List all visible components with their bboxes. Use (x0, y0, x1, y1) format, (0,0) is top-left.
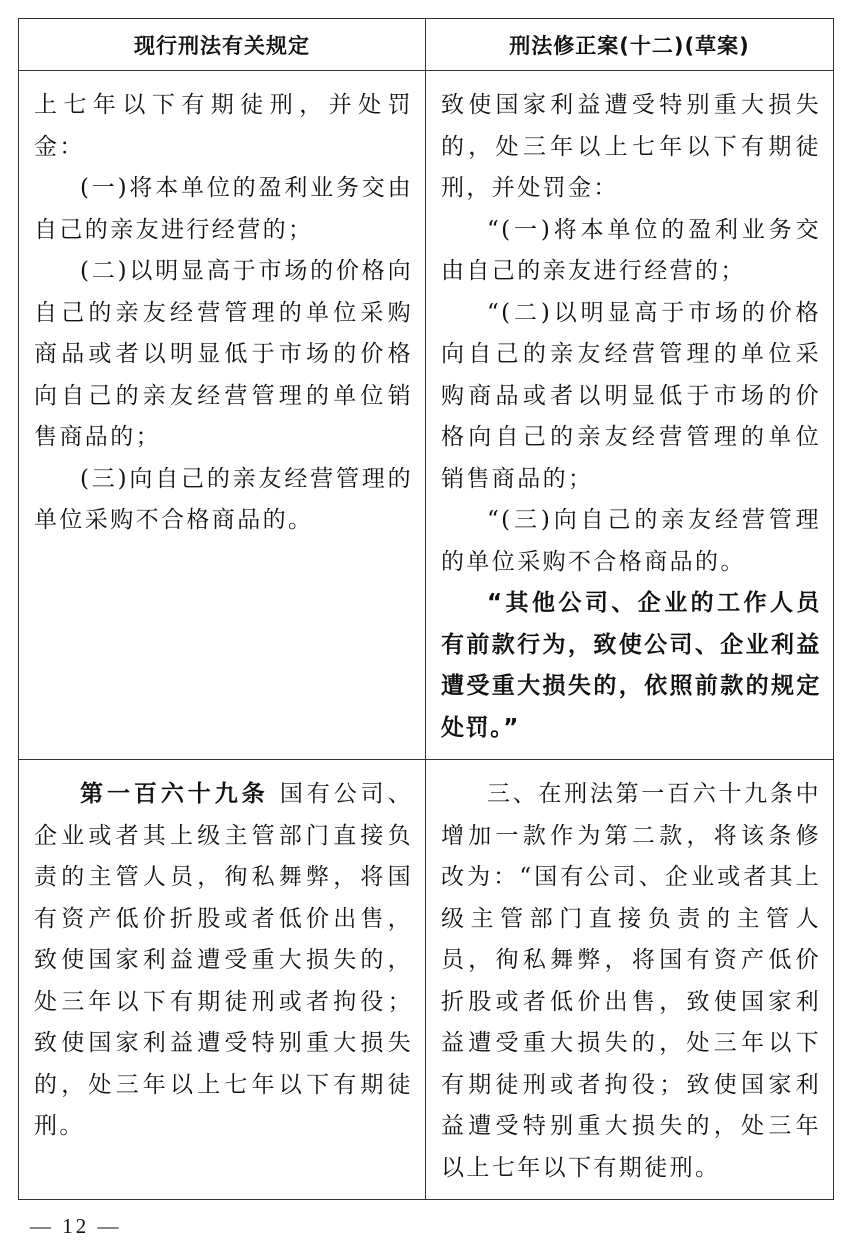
article-169-paragraph (34, 774, 413, 1148)
current-law-cell-2 (19, 760, 426, 1200)
current-law-paragraph: 上七年以下有期徒刑，并处罚金： (34, 92, 413, 160)
current-law-cell-1 (19, 71, 426, 760)
article-169-heading: 第一百六十九条 (80, 781, 269, 807)
amendment-new-clause: “其他公司、企业的工作人员有前款行为，致使公司、企业利益遭受重大损失的，依照前款的规定处罚。” (441, 590, 821, 741)
current-law-item-1: (一)将本单位的盈利业务交由自己的亲友进行经营的； (34, 175, 413, 243)
page-number: — 12 — (30, 1214, 122, 1238)
amendment-cell-2 (426, 760, 834, 1200)
amendment-item-1: “(一)将本单位的盈利业务交由自己的亲友进行经营的； (441, 216, 821, 284)
amendment-article-169: 三、在刑法第一百六十九条中增加一款作为第二款，将该条修改为：“国有公司、企业或者其上级主管部门直接负责的主管人员，徇私舞弊，将国有资产低价折股或者低价出售，致使国家利益遭受重大损失的，处三年以下有期徒刑或者拘役；致使国家利益遭受特别重大损失的，处三年以上七年以下有期徒刑。 (441, 781, 821, 1181)
comparison-table (18, 18, 834, 1200)
article-169-text: 国有公司、企业或者其上级主管部门直接负责的主管人员，徇私舞弊，将国有资产低价折股或者低价出售，致使国家利益遭受重大损失的，处三年以下有期徒刑或者拘役；致使国家利益遭受特别重大损失的，处三年以上七年以下有期徒刑。 (34, 781, 413, 1139)
amendment-item-2: “(二)以明显高于市场的价格向自己的亲友经营管理的单位采购商品或者以明显低于市场的价格向自己的亲友经营管理的单位销售商品的； (441, 299, 821, 492)
header-current-law: 现行刑法有关规定 (19, 19, 426, 71)
amendment-item-3: “(三)向自己的亲友经营管理的单位采购不合格商品的。 (441, 507, 821, 575)
amendment-cell-1 (426, 71, 834, 760)
current-law-item-2: (二)以明显高于市场的价格向自己的亲友经营管理的单位采购商品或者以明显低于市场的价格向自己的亲友经营管理的单位销售商品的； (34, 258, 413, 450)
amendment-paragraph: 致使国家利益遭受特别重大损失的，处三年以上七年以下有期徒刑，并处罚金： (441, 92, 821, 201)
header-amendment-draft: 刑法修正案(十二)(草案) (426, 19, 834, 71)
current-law-item-3: (三)向自己的亲友经营管理的单位采购不合格商品的。 (34, 465, 413, 533)
article-gap (269, 781, 280, 807)
